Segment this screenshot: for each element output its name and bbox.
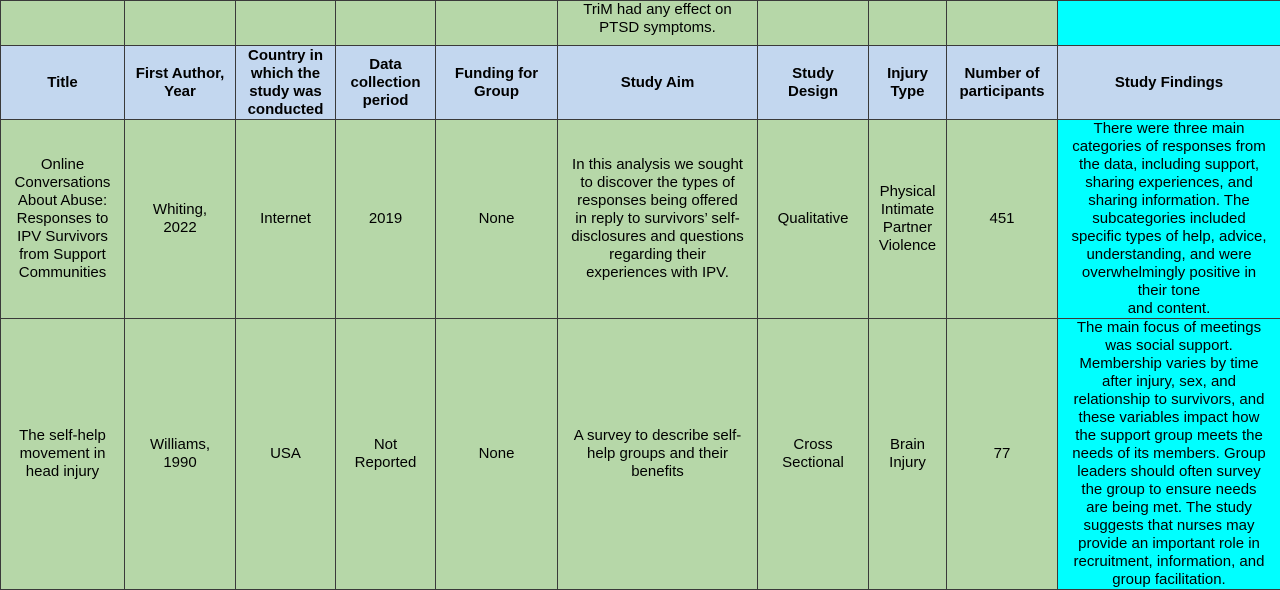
column-header-aim: Study Aim: [558, 46, 758, 120]
cell-continued-period: [336, 1, 436, 46]
cell-continued-author: [125, 1, 236, 46]
cell-aim: A survey to describe self- help groups and their benefits: [558, 319, 758, 590]
table-row: [1, 319, 1280, 590]
cell-participants: 77: [947, 319, 1058, 590]
cell-continued-injury: [869, 1, 947, 46]
column-header-participants: Number of participants: [947, 46, 1058, 120]
cell-author: Whiting, 2022: [125, 120, 236, 319]
cell-continued-findings: [1058, 1, 1280, 46]
cell-country: Internet: [236, 120, 336, 319]
cell-continued-design: [758, 1, 869, 46]
table-row: [1, 120, 1280, 319]
cell-country: USA: [236, 319, 336, 590]
cell-design: Cross Sectional: [758, 319, 869, 590]
cell-continued-aim: [558, 1, 758, 46]
column-header-title: Title: [1, 46, 125, 120]
cell-aim: In this analysis we sought to discover the types of responses being offered in reply to survivors’ self- disclosures and questions regarding their experiences with IPV.: [558, 120, 758, 319]
continued-aim-text: TriM had any effect on PTSD symptoms.: [583, 1, 732, 36]
cell-continued-participants: [947, 1, 1058, 46]
column-header-funding: Funding for Group: [436, 46, 558, 120]
table-row-continued: [1, 1, 1280, 46]
cell-findings: The main focus of meetings was social support. Membership varies by time after injury, sex, and relationship to survivors, and these variables impact how the support group meets the needs of its members. Group leaders should often survey the group to ensure needs are being met. The study suggests that nurses may provide an important role in recruitment, information, and group facilitation.: [1058, 319, 1280, 590]
cell-author: Williams, 1990: [125, 319, 236, 590]
cell-continued-title: [1, 1, 125, 46]
column-header-country: Country in which the study was conducted: [236, 46, 336, 120]
cell-continued-country: [236, 1, 336, 46]
cell-injury: Physical Intimate Partner Violence: [869, 120, 947, 319]
cell-injury: Brain Injury: [869, 319, 947, 590]
cell-title: Online Conversations About Abuse: Responses to IPV Survivors from Support Communities: [1, 120, 125, 319]
cell-continued-funding: [436, 1, 558, 46]
cell-funding: None: [436, 319, 558, 590]
column-header-period: Data collection period: [336, 46, 436, 120]
cell-period: 2019: [336, 120, 436, 319]
cell-funding: None: [436, 120, 558, 319]
cell-participants: 451: [947, 120, 1058, 319]
cell-period: Not Reported: [336, 319, 436, 590]
column-header-design: Study Design: [758, 46, 869, 120]
cell-title: The self-help movement in head injury: [1, 319, 125, 590]
cell-design: Qualitative: [758, 120, 869, 319]
column-header-author: First Author, Year: [125, 46, 236, 120]
column-header-findings: Study Findings: [1058, 46, 1280, 120]
table-header-row: [1, 46, 1280, 120]
cell-findings: There were three main categories of responses from the data, including support, sharing experiences, and sharing information. The subcategories included specific types of help, advice, understanding, and were overwhelmingly positive in their tone and content.: [1058, 120, 1280, 319]
column-header-injury: Injury Type: [869, 46, 947, 120]
